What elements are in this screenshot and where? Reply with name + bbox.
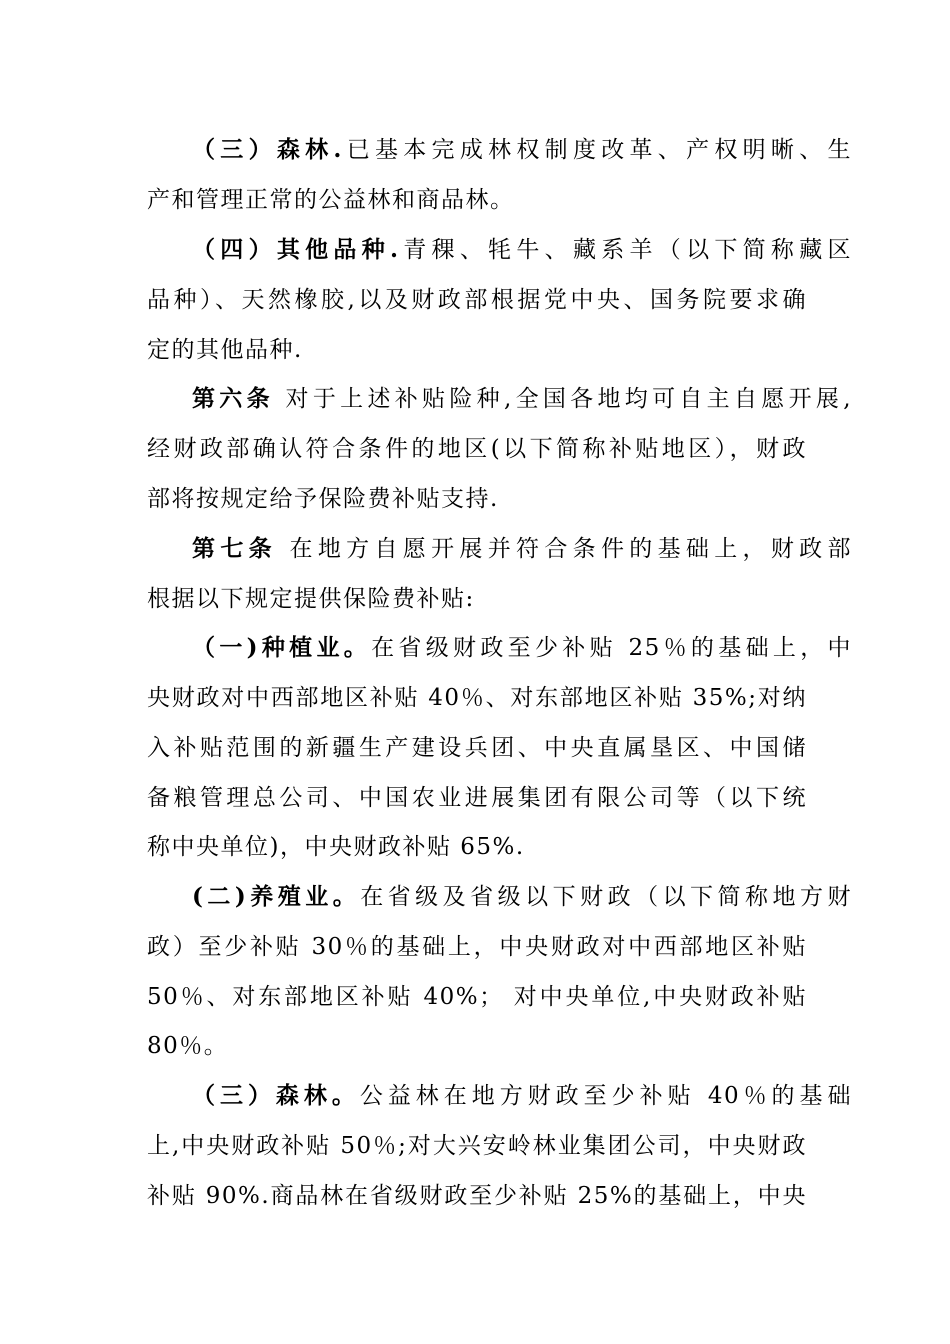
paragraph-text: 在省级财政至少补贴 25％的基础上，中: [371, 635, 853, 661]
paragraph-line: [192, 235, 852, 265]
section-heading: （四）其他品种.: [192, 236, 400, 263]
section-heading: （三）森林。: [192, 1082, 360, 1109]
paragraph-line: 80％。: [147, 1033, 229, 1059]
article-heading: 第六条: [192, 385, 274, 412]
paragraph-line: [192, 1081, 852, 1111]
paragraph-line: [192, 882, 852, 912]
paragraph-text: 对于上述补贴险种,全国各地均可自主自愿开展,: [273, 386, 853, 412]
paragraph-line: 补贴 90%.商品林在省级财政至少补贴 25%的基础上，中央: [147, 1183, 807, 1209]
paragraph-line: 上,中央财政补贴 50％;对大兴安岭林业集团公司，中央财政: [147, 1133, 807, 1159]
paragraph-line: 根据以下规定提供保险费补贴:: [147, 586, 475, 612]
paragraph-text: 已基本完成林权制度改革、产权明晰、生: [342, 137, 852, 163]
paragraph-line: 部将按规定给予保险费补贴支持.: [147, 486, 499, 512]
paragraph-line: [192, 534, 852, 564]
paragraph-text: 在地方自愿开展并符合条件的基础上，财政部: [276, 536, 852, 562]
paragraph-text: 公益林在地方财政至少补贴 40％的基础: [359, 1083, 853, 1109]
paragraph-line: 经财政部确认符合条件的地区(以下简称补贴地区），财政: [147, 436, 807, 462]
paragraph-line: 入补贴范围的新疆生产建设兵团、中央直属垦区、中国储: [147, 735, 807, 761]
section-heading: （一)种植业。: [192, 634, 372, 661]
paragraph-line: 政）至少补贴 30％的基础上，中央财政对中西部地区补贴: [147, 934, 807, 960]
paragraph-line: [192, 633, 852, 663]
paragraph-line: [192, 384, 852, 414]
paragraph-text: 青稞、牦牛、藏系羊（以下简称藏区: [399, 237, 852, 263]
paragraph-line: 品种）、天然橡胶,以及财政部根据党中央、国务院要求确: [147, 287, 807, 313]
article-heading: 第七条: [192, 535, 277, 562]
paragraph-line: 央财政对中西部地区补贴 40％、对东部地区补贴 35%;对纳: [147, 685, 807, 711]
paragraph-line: 备粮管理总公司、中国农业进展集团有限公司等（以下统: [147, 785, 807, 811]
paragraph-line: 称中央单位)，中央财政补贴 65%.: [147, 834, 525, 860]
paragraph-text: 在省级及省级以下财政（以下简称地方财: [360, 884, 852, 910]
section-heading: (二)养殖业。: [192, 883, 361, 910]
paragraph-line: 50％、对东部地区补贴 40%； 对中央单位,中央财政补贴: [147, 984, 807, 1010]
section-heading: （三）森林.: [192, 136, 343, 163]
paragraph-line: 产和管理正常的公益林和商品林。: [147, 187, 515, 213]
paragraph-line: 定的其他品种.: [147, 337, 303, 363]
paragraph-line: [192, 135, 852, 165]
